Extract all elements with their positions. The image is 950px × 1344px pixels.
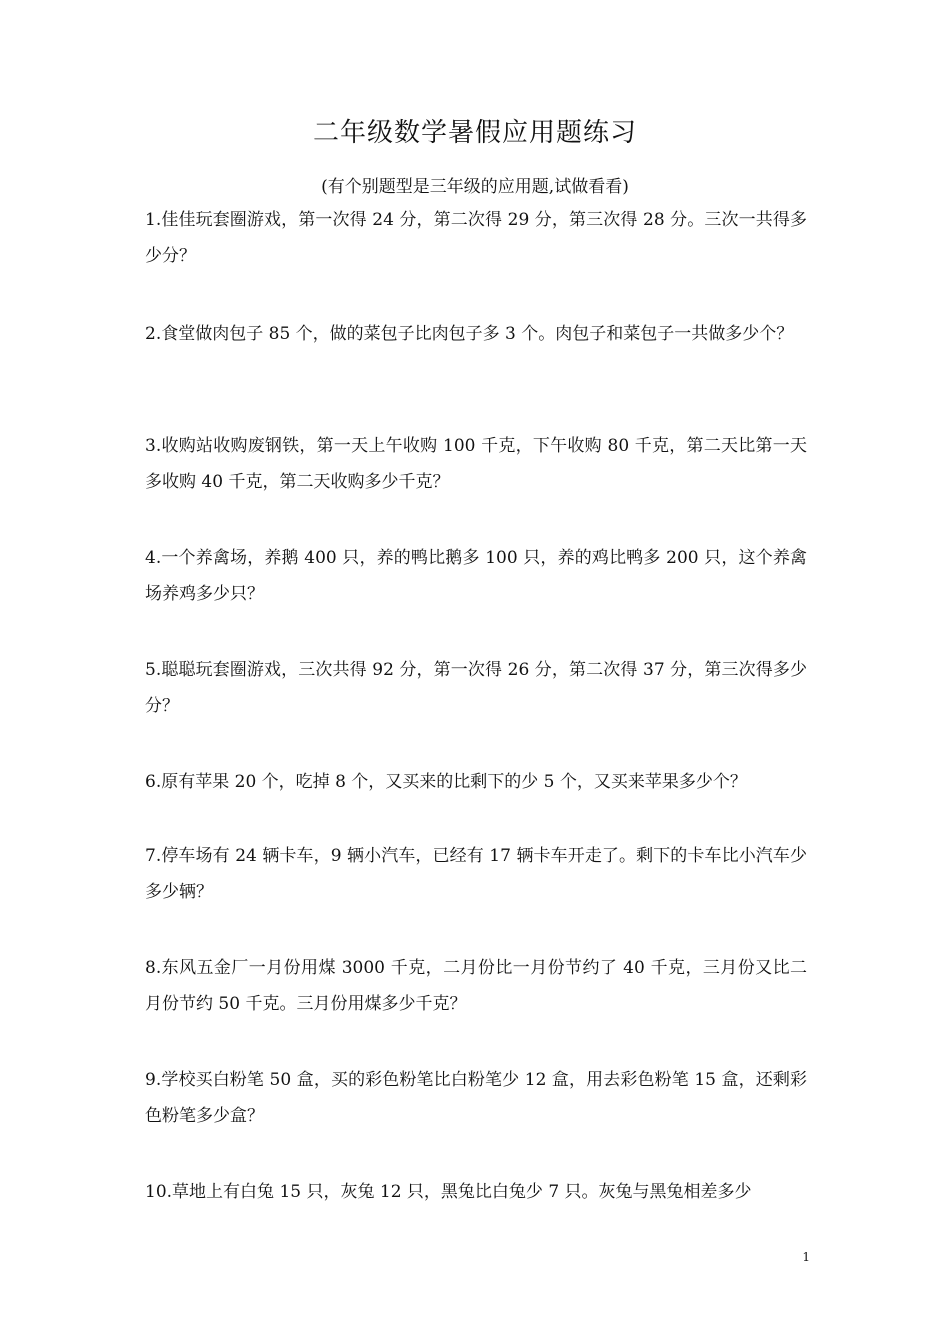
problem-3: 3.收购站收购废钢铁，第一天上午收购 100 千克，下午收购 80 千克，第二天比第一天多收购 40 千克，第二天收购多少千克？ [145, 436, 807, 492]
problem-1: 1.佳佳玩套圈游戏，第一次得 24 分，第二次得 29 分，第三次得 28 分。三次一共得多少分？ [145, 210, 807, 266]
problem-2: 2.食堂做肉包子 85 个，做的菜包子比肉包子多 3 个。肉包子和菜包子一共做多少个？ [145, 324, 794, 344]
problem-7: 7.停车场有 24 辆卡车，9 辆小汽车，已经有 17 辆卡车开走了。剩下的卡车比小汽车少多少辆？ [145, 846, 807, 902]
problem-5: 5.聪聪玩套圈游戏，三次共得 92 分，第一次得 26 分，第二次得 37 分，第三次得多少分？ [145, 660, 807, 716]
page-subtitle: (有个别题型是三年级的应用题,试做看看) [321, 177, 629, 197]
page-title: 二年级数学暑假应用题练习 [312, 118, 637, 148]
problem-10: 10.草地上有白兔 15 只，灰兔 12 只，黑兔比白兔少 7 只。灰兔与黑兔相差多少 [145, 1182, 752, 1202]
problem-6: 6.原有苹果 20 个，吃掉 8 个，又买来的比剩下的少 5 个，又买来苹果多少个？ [145, 772, 747, 792]
problem-9: 9.学校买白粉笔 50 盒，买的彩色粉笔比白粉笔少 12 盒，用去彩色粉笔 15 盒，还剩彩色粉笔多少盒？ [145, 1070, 807, 1126]
problem-4: 4.一个养禽场，养鹅 400 只，养的鸭比鹅多 100 只，养的鸡比鸭多 200 只，这个养禽场养鸡多少只？ [145, 548, 807, 604]
problem-8: 8.东风五金厂一月份用煤 3000 千克，二月份比一月份节约了 40 千克，三月份又比二月份节约 50 千克。三月份用煤多少千克？ [145, 958, 807, 1014]
page-number: 1 [802, 1250, 810, 1264]
